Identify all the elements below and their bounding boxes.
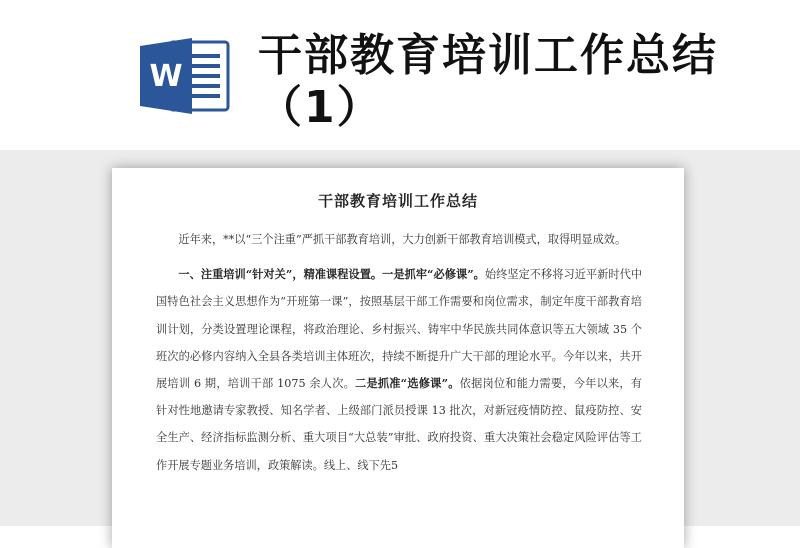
page-title: 干部教育培训工作总结（1） — [258, 30, 718, 133]
paragraph-text: 始终坚定不移将习近平新时代中国特色社会主义思想作为“开班第一课”，按照基层干部工作需要和岗位需求，制定年度干部教育培训计划，分类设置理论课程，将政治理论、乡村振兴、铸牢中华民族共同体意识等五大领域 35 个班次的必修内容纳入全县各类培训主体班次，持续不断提升广大干部的理论水平。今年以来，共开展培训 6 期，培训干部 1075 余人次。 — [156, 268, 643, 391]
document-body — [156, 226, 642, 487]
section-heading: 一、注重培训“针对关”，精准课程设置。 — [178, 267, 383, 282]
document-page — [112, 168, 684, 548]
paragraph-text: 依据岗位和能力需要，今年以来，有针对性地邀请专家教授、知名学者、上级部门派员授课 13 批次，对新冠疫情防控、鼠疫防控、安全生产、经济指标监测分析、重大项目“大总装”审批、政府投资、重大决策社会稳定风险评估等工作开展专题业务培训，政策解读。线上、线下先5 — [156, 377, 642, 472]
word-icon — [140, 36, 232, 116]
subpoint-heading: 二是抓准“选修课”。 — [355, 376, 460, 391]
paragraph-section-one — [156, 261, 642, 479]
header-banner — [0, 0, 800, 150]
logo-letter: W — [149, 59, 183, 94]
subpoint-heading: 一是抓牢“必修课”。 — [382, 267, 485, 282]
document-title: 干部教育培训工作总结 — [317, 192, 478, 210]
paragraph-intro — [156, 226, 642, 253]
paragraph-text: 近年来，**以“三个注重”严抓干部教育培训，大力创新干部教育培训模式，取得明显成效。 — [178, 233, 627, 246]
